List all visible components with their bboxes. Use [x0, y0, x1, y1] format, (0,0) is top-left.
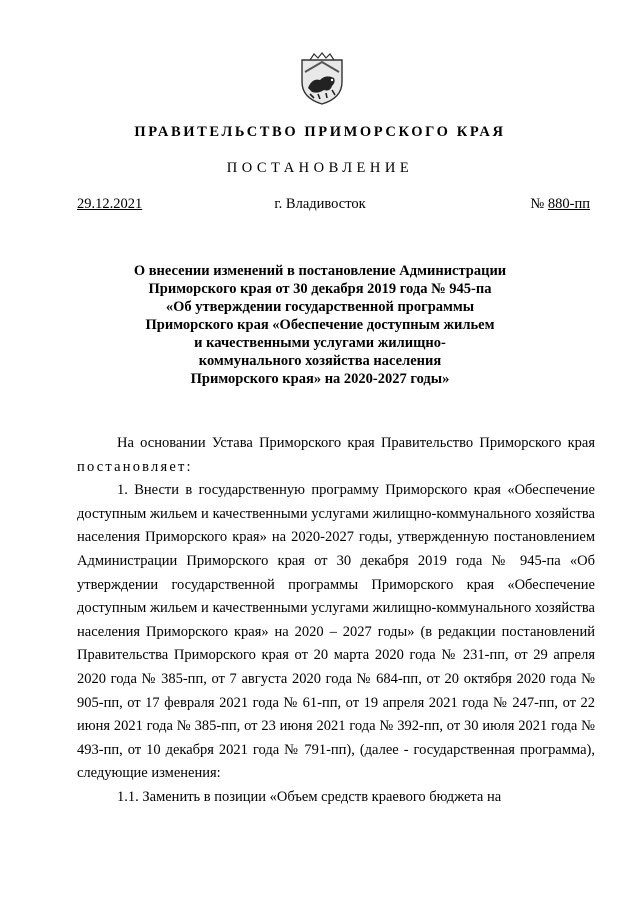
document-city: г. Владивосток — [274, 196, 366, 212]
document-number — [530, 196, 590, 213]
document-body — [77, 432, 595, 810]
title-line: О внесении изменений в постановление Администрации — [133, 263, 507, 279]
title-line: Приморского края «Обеспечение доступным жильем — [145, 317, 495, 333]
document-date: 29.12.2021 — [77, 196, 143, 212]
document-number-prefix: № — [530, 196, 548, 212]
document-number-value: 880-пп — [547, 196, 590, 212]
primorsky-krai-coat-of-arms-icon — [300, 52, 344, 106]
body-paragraph-item-1: 1. Внести в государственную программу Приморского края «Обеспечение доступным жильем и качественными услугами жилищно-коммунального хозяйства населения Приморского края» на 2020-2027 годы, утвержденную постановлением Администрации Приморского края от 30 декабря 2019 года № 945-па «Об утверждении государственной программы Приморского края «Обеспечение доступным жильем и качественными услугами жилищно-коммунального хозяйства населения Приморского края» на 2020 – 2027 годы» (в редакции постановлений Правительства Приморского края от 20 марта 2020 года № 231-пп, от 29 апреля 2020 года № 385-пп, от 7 августа 2020 года № 684-пп, от 20 октября 2020 года № 905-пп, от 17 февраля 2021 года № 61-пп, от 19 апреля 2021 года № 247-пп, от 22 июня 2021 года № 385-пп, от 23 июня 2021 года № 392-пп, от 30 июля 2021 года № 493-пп, от 10 декабря 2021 года № 791-пп), (далее - государственная программа), следующие изменения: — [77, 482, 595, 782]
title-line: Приморского края от 30 декабря 2019 года № 945-па — [148, 281, 492, 297]
title-line: «Об утверждении государственной программы — [165, 299, 475, 315]
organization-title: ПРАВИТЕЛЬСТВО ПРИМОРСКОГО КРАЯ — [134, 124, 506, 140]
title-line: коммунального хозяйства населения — [198, 353, 442, 369]
body-paragraph-preamble — [77, 432, 595, 479]
title-line: Приморского края» на 2020-2027 годы» — [190, 371, 450, 387]
preamble-decree-word: постановляет: — [77, 458, 193, 475]
document-type: ПОСТАНОВЛЕНИЕ — [226, 160, 414, 176]
document-title — [120, 262, 520, 388]
title-line: и качественными услугами жилищно- — [194, 335, 446, 351]
body-paragraph-item-1-1: 1.1. Заменить в позиции «Объем средств краевого бюджета на — [117, 788, 502, 805]
preamble-text: На основании Устава Приморского края Правительство Приморского края — [117, 435, 595, 451]
